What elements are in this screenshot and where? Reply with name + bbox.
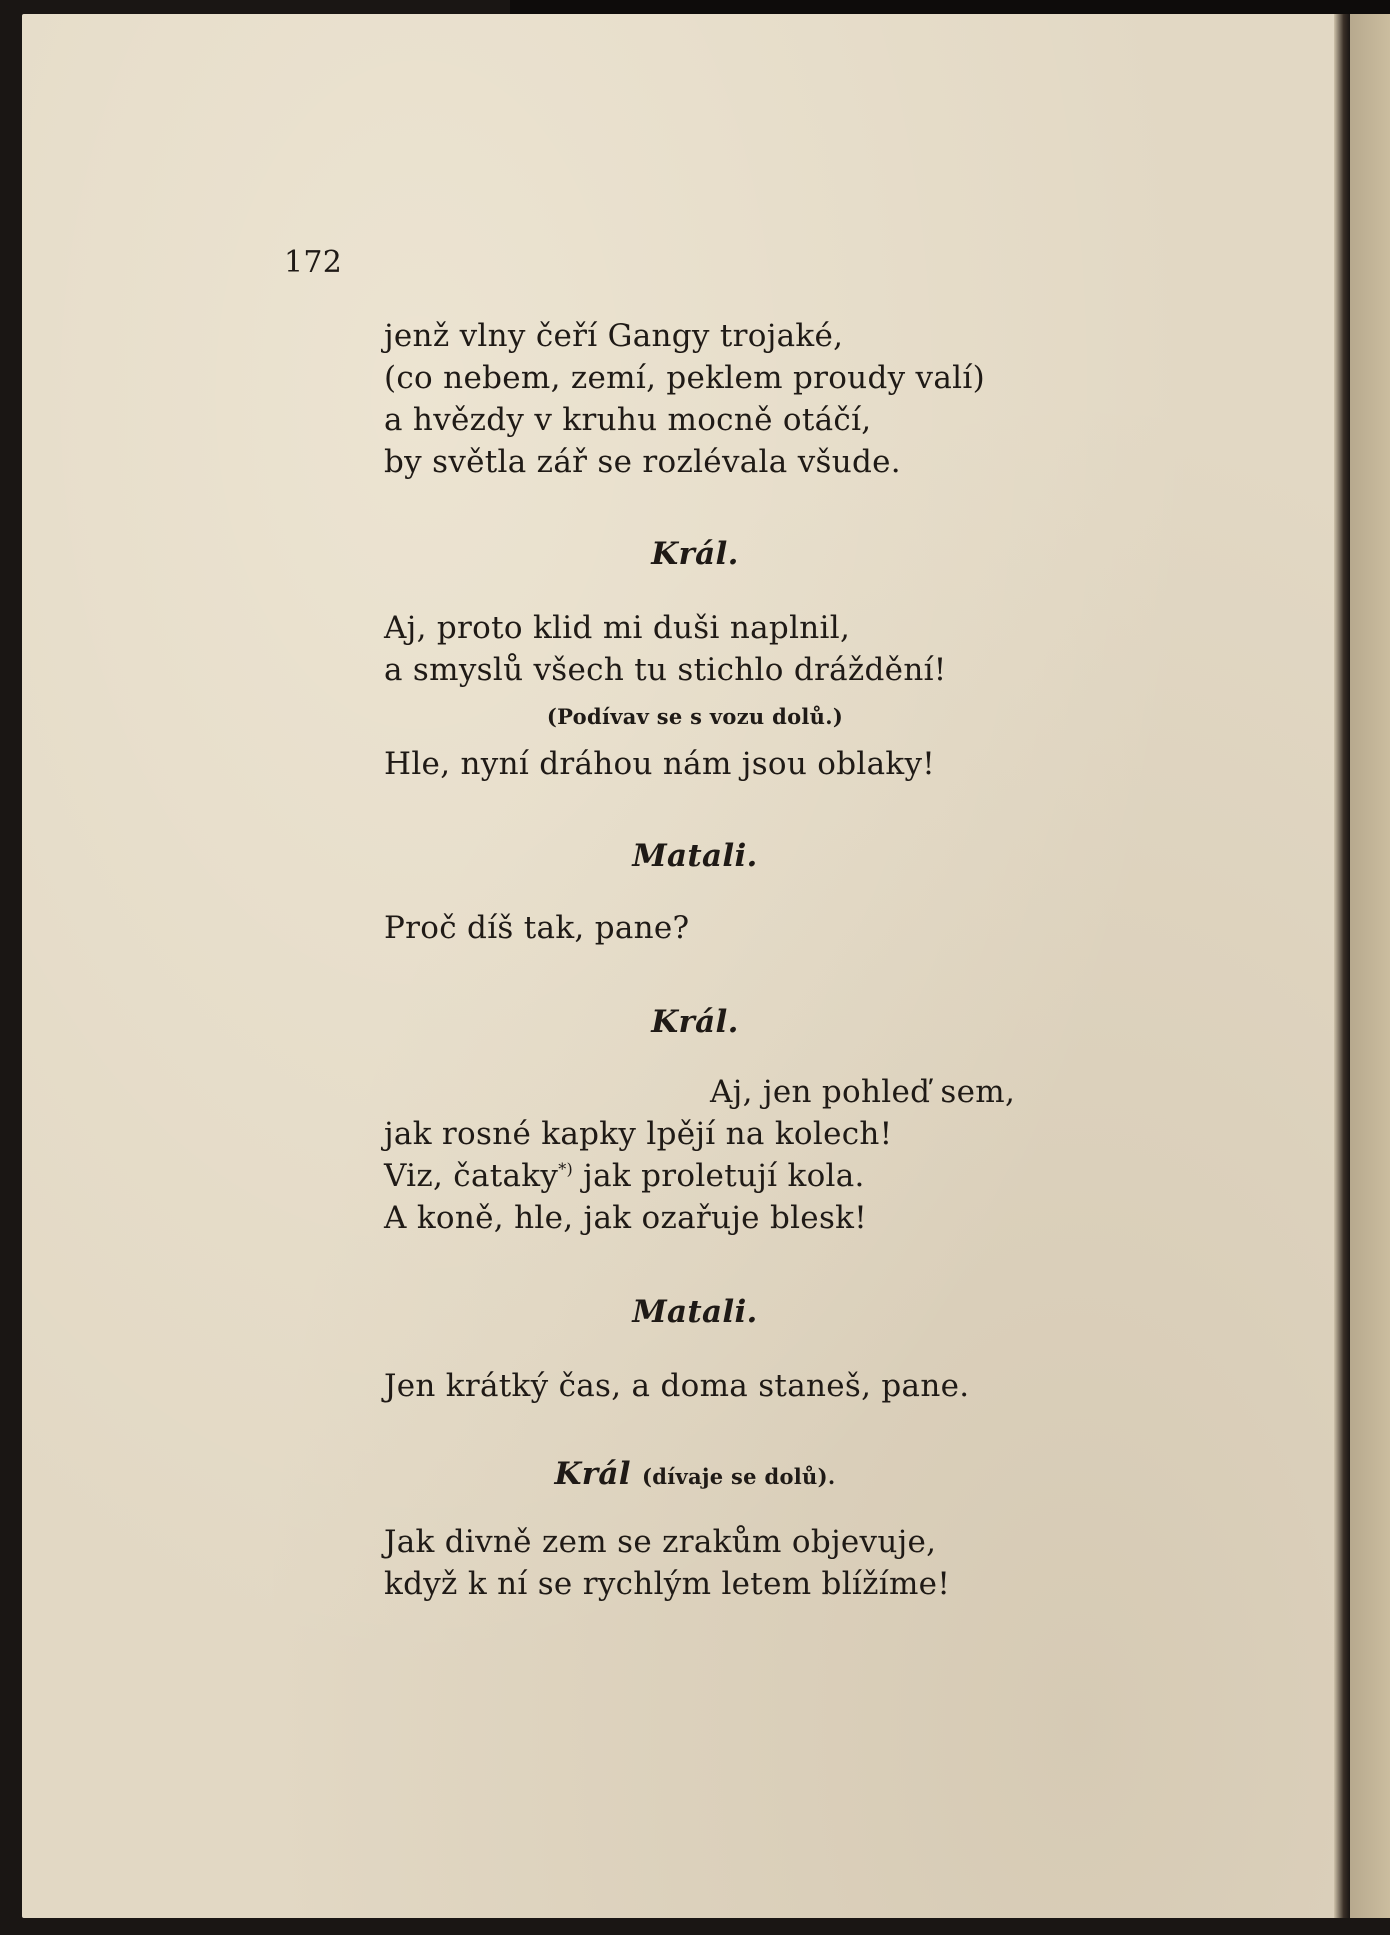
verse-line: Jen krátký čas, a doma staneš, pane.: [384, 1368, 970, 1404]
verse-line: jak rosné kapky lpějí na kolech!: [384, 1116, 893, 1152]
verse-line: a hvězdy v kruhu mocně otáčí,: [384, 402, 872, 438]
verse-line: když k ní se rychlým letem blížíme!: [384, 1566, 951, 1602]
verse-text: Viz, čataky: [384, 1158, 559, 1194]
speaker-name: Král: [554, 1456, 631, 1492]
verse-line: by světla zář se rozlévala všude.: [384, 444, 901, 480]
verse-line: Jak divně zem se zrakům objevuje,: [384, 1524, 937, 1560]
verse-line: Aj, proto klid mi duši naplnil,: [384, 610, 851, 646]
facing-page-edge: [1350, 14, 1390, 1918]
verse-line: [384, 1158, 865, 1194]
verse-line: Aj, jen pohleď sem,: [710, 1074, 1016, 1110]
verse-text: jak proletují kola.: [573, 1158, 865, 1194]
scan-top-edge: [510, 0, 1390, 14]
book-gutter: [1334, 14, 1350, 1918]
speaker-name: Král.: [651, 1004, 739, 1040]
page-number: 172: [284, 245, 343, 280]
speaker-name: Král.: [651, 536, 739, 572]
speaker-name: Matali.: [632, 838, 758, 874]
verse-line: jenž vlny čeří Gangy trojaké,: [384, 318, 844, 354]
speaker-heading: [0, 1456, 1390, 1492]
verse-line: A koně, hle, jak ozařuje blesk!: [384, 1200, 868, 1236]
verse-line: a smyslů všech tu stichlo dráždění!: [384, 652, 947, 688]
book-page: [22, 14, 1344, 1918]
footnote-marker: *): [558, 1159, 574, 1179]
stage-direction: (dívaje se dolů).: [641, 1464, 836, 1489]
verse-line: Hle, nyní dráhou nám jsou oblaky!: [384, 746, 936, 782]
verse-line: (co nebem, zemí, peklem proudy valí): [384, 360, 985, 396]
verse-line: Proč díš tak, pane?: [384, 910, 690, 946]
speaker-name: Matali.: [632, 1294, 758, 1330]
stage-direction: (Podívav se s vozu dolů.): [546, 704, 844, 729]
